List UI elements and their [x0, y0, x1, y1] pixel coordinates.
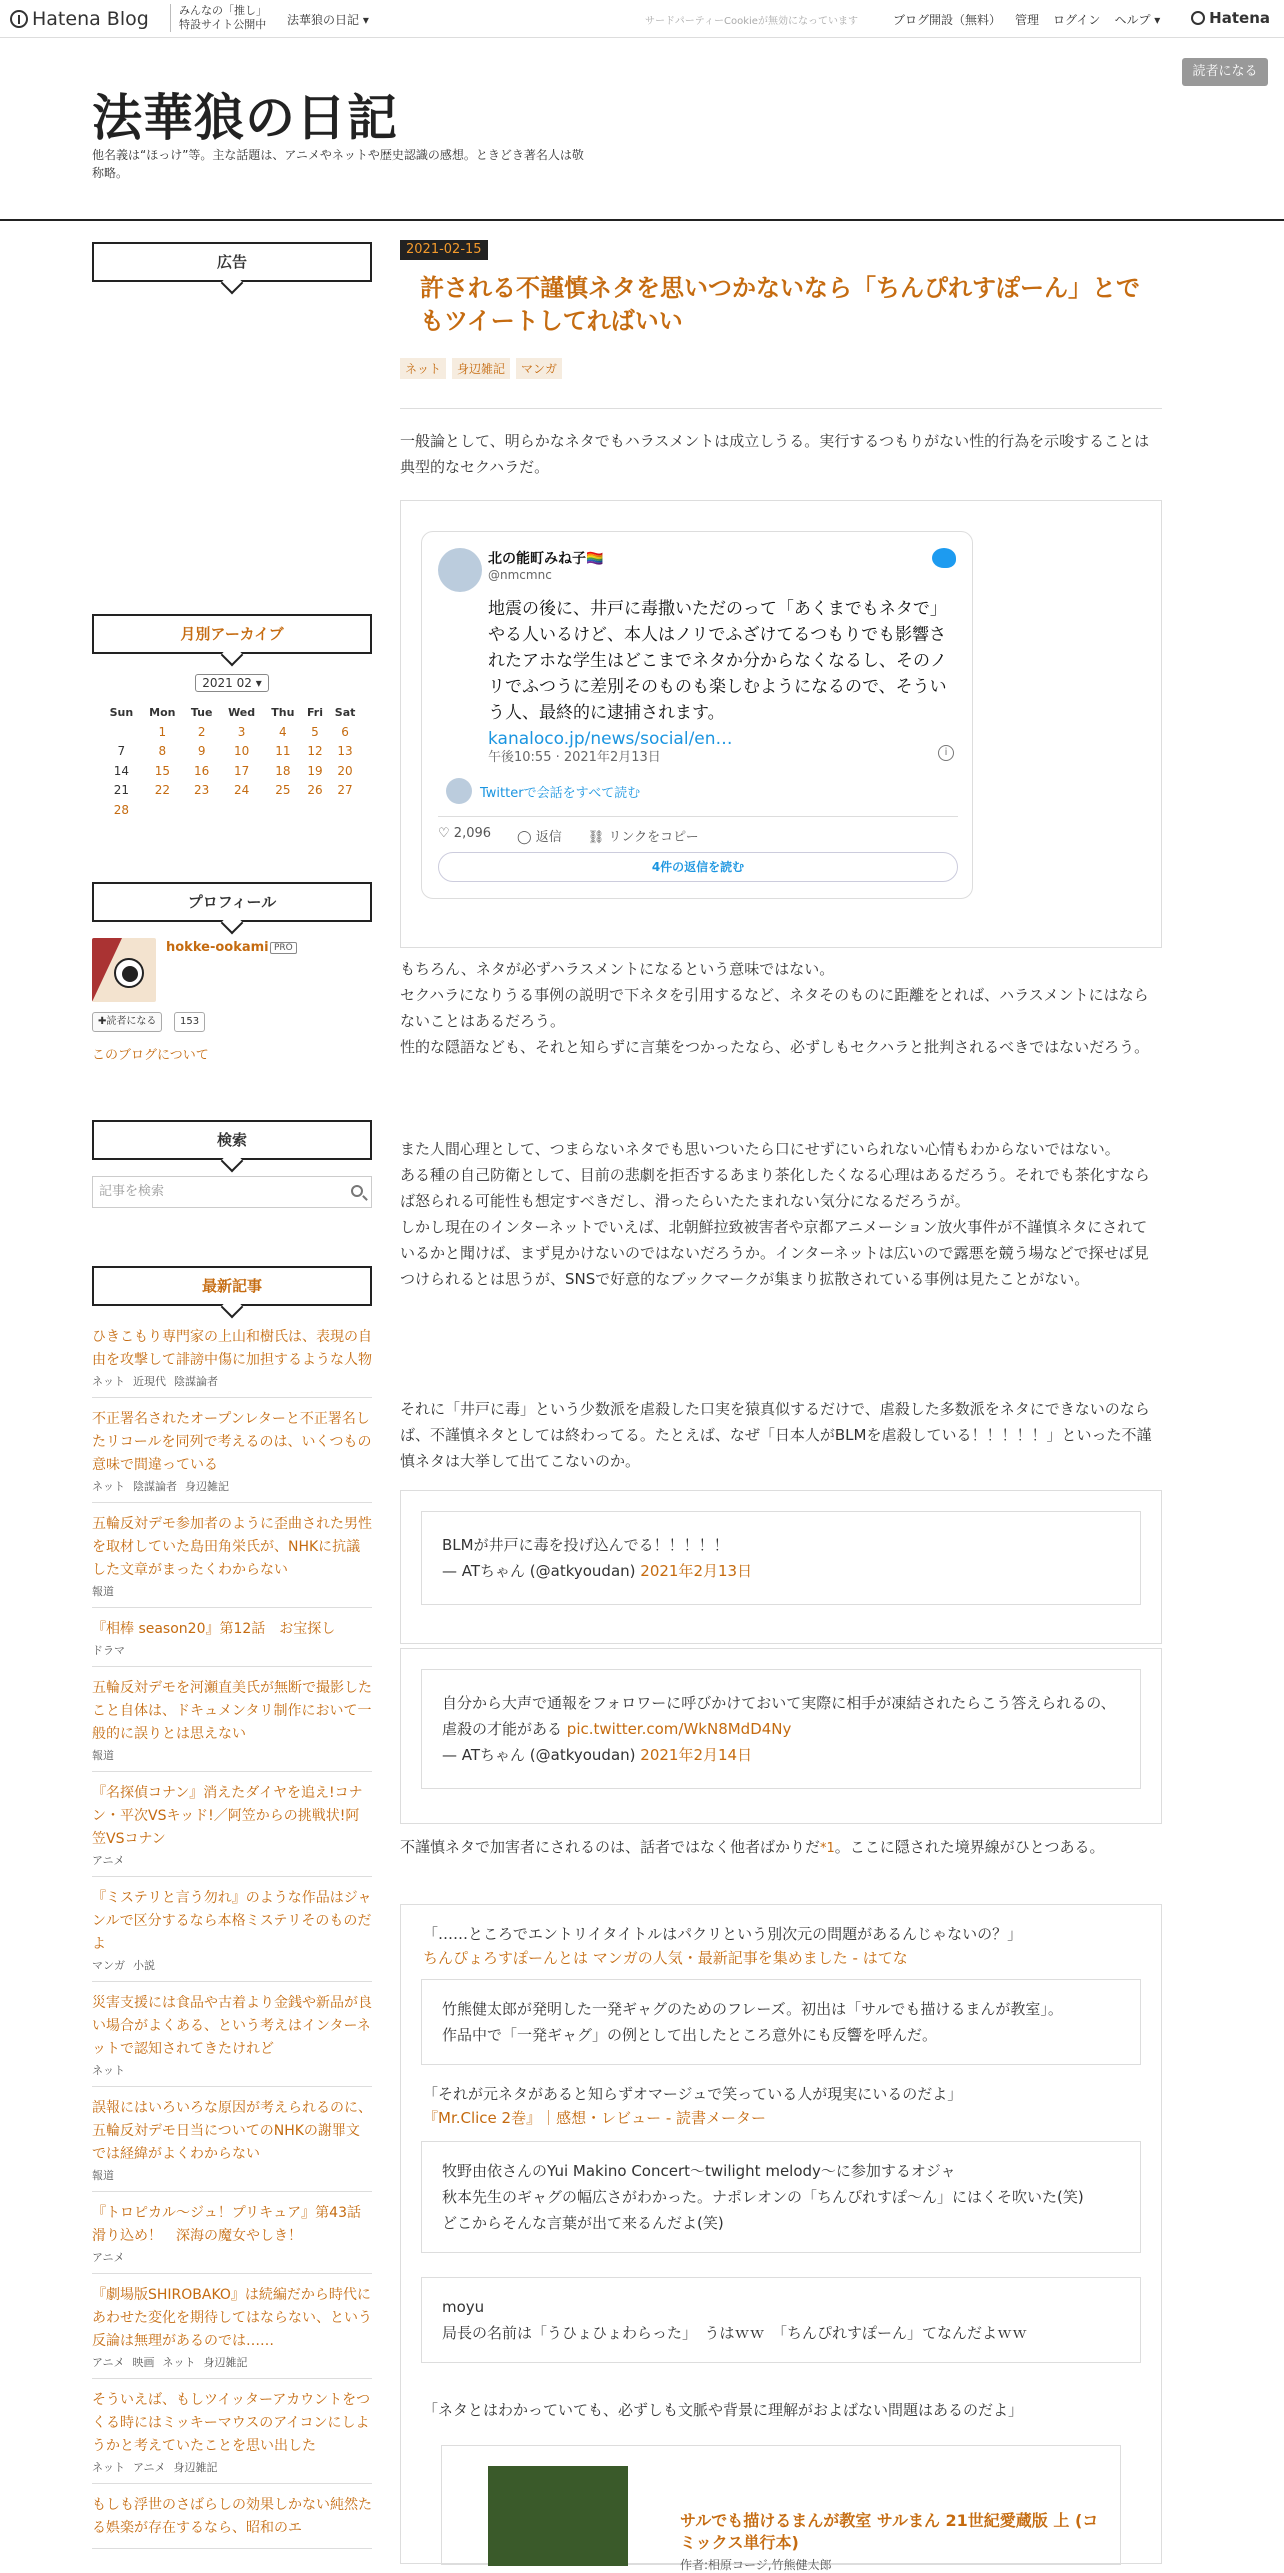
quoted-tweet-body: BLMが井戸に毒を投げ込んでる！！！！！ — ATちゃん (@atkyoudan) 2021年2月13日 [421, 1511, 1141, 1605]
calendar-day [102, 722, 141, 742]
calendar-day[interactable]: 6 [341, 724, 349, 739]
recent-entry-tags [92, 2062, 372, 2078]
recent-entry [92, 1408, 372, 1503]
recent-entry-tags [92, 1957, 372, 1973]
footnote-link[interactable]: *1 [820, 1841, 835, 1856]
profile-section [92, 882, 372, 1063]
recent-entry [92, 2389, 372, 2484]
category-tag[interactable]: ネット [400, 358, 446, 379]
recent-entry [92, 2202, 375, 2274]
book-card[interactable] [441, 2445, 1121, 2572]
calendar-day[interactable]: 22 [154, 783, 170, 798]
recent-entry [92, 1677, 372, 1772]
tweet-image-link[interactable]: pic.twitter.com/WkN8MdD4Ny [566, 1720, 792, 1738]
recent-entry-tags [92, 1478, 372, 1494]
calendar-day[interactable]: 27 [337, 783, 353, 798]
calendar-day[interactable]: 8 [158, 744, 167, 759]
quoted-tweet [400, 1490, 1162, 1644]
calendar-day[interactable]: 11 [275, 744, 291, 759]
calendar-day[interactable]: 24 [233, 783, 250, 798]
recent-entry-title[interactable]: 『劇場版SHIROBAKO』は続編だから時代にあわせた変化を期待してはならない、という反論は無理があるのでは…… [92, 2287, 372, 2349]
calendar-weekday: Wed [228, 705, 256, 719]
divider [438, 816, 958, 817]
calendar-day[interactable]: 28 [113, 802, 129, 817]
calendar-day[interactable]: 4 [279, 724, 287, 739]
recent-entry-title[interactable]: もしも浮世のさばらしの効果しかない純然たる娯楽が存在するなら、昭和のエ [92, 2497, 372, 2536]
calendar-day[interactable]: 18 [275, 763, 291, 778]
citation-source-link[interactable]: 『Mr.Clice 2巻』｜感想・レビュー - 読書メーター [423, 2109, 767, 2127]
tweet-time[interactable]: 午後10:55 · 2021年2月13日 [488, 750, 661, 765]
profile-title: プロフィール [92, 882, 372, 922]
recent-entry-title[interactable]: 不正署名されたオープンレターと不正署名したリコールを同列で考えるのは、いくつもの意味で間違っている [92, 1411, 372, 1473]
top-bar [0, 0, 1284, 38]
entry-categories [400, 358, 562, 379]
tweet-author-name[interactable]: 北の能町みね子🏳️‍🌈 [488, 551, 604, 567]
category-tag[interactable]: 映画 [132, 2356, 155, 2369]
calendar-day[interactable]: 20 [337, 763, 353, 778]
top-links [893, 11, 1160, 28]
cookie-notice: サードパーティーCookieが無効になっています [645, 16, 858, 27]
category-tag[interactable]: 報道 [92, 2169, 114, 2182]
calendar-weekday: Mon [149, 705, 176, 719]
blog-menu[interactable]: 法華狼の日記 ▾ [287, 13, 369, 27]
category-tag[interactable]: 近現代 [133, 1375, 166, 1388]
calendar-day[interactable]: 19 [307, 763, 323, 778]
reader-count: 153 [174, 1012, 205, 1032]
citation-question: 「ネタとはわかっていても、必ずしも文脈や背景に理解がおよばない問題はあるのだよ」 [423, 2401, 1024, 2419]
paragraph: 一般論として、明らかなネタでもハラスメントは成立しうる。実行するつもりがない性的行為を示唆することは典型的なセクハラだ。 [400, 432, 1150, 476]
tweet-text: 地震の後に、井戸に毒撒いただのって「あくまでもネタで」やる人いるけど、本人はノリでふざけてるつもりでも影響されたアホな学生はどこまでネタか分からなくなるし、そのノリでふつうに差別そのものも楽しむようになるので、そういう人、最終的に逮捕されます。 kanaloco.jp/news/social/en… [488, 599, 947, 749]
citation-quote: 竹熊健太郎が発明した一発ギャグのためのフレーズ。初出は「サルでも描けるまんが教室」。 作品中で「一発ギャグ」の例として出したところ意外にも反響を呼んだ。 [421, 1979, 1141, 2065]
calendar-weekday: Tue [190, 705, 213, 719]
calendar-day [219, 800, 263, 820]
recent-entry-title[interactable]: 『トロピカル～ジュ！プリキュア』第43話 滑り込め！ 深海の魔女やしき！ [92, 2205, 375, 2244]
recent-entry-tags [92, 2354, 372, 2370]
hatena-mark-icon [1191, 11, 1205, 25]
embedded-tweet[interactable] [421, 531, 973, 899]
calendar-weekday: Thu [271, 705, 295, 719]
tweet-conversation-link[interactable]: Twitterで会話をすべて読む [446, 778, 640, 804]
citation-source-link[interactable]: ちんぴょろすぽーんとは マンガの人気・最新記事を集めました - はてな [423, 1949, 908, 1967]
calendar-day [328, 800, 362, 820]
recent-section [92, 1266, 375, 2536]
admin-link[interactable]: 管理 [1015, 13, 1040, 27]
entry-date[interactable]: 2021-02-15 [400, 240, 488, 260]
hatena-logo-icon [10, 10, 28, 28]
divider [400, 408, 1162, 409]
recent-entry-tags [92, 1852, 372, 1868]
calendar-day[interactable]: 16 [194, 763, 210, 778]
calendar-day[interactable]: 2 [197, 724, 206, 739]
recent-entry [92, 1992, 372, 2087]
archive-month-select[interactable]: 2021 02 ▾ [195, 674, 269, 692]
calendar-day[interactable]: 15 [154, 763, 170, 778]
book-title-link[interactable]: サルでも描けるまんが教室 サルまん 21世紀愛蔵版 上 (コミックス単行本) [680, 2511, 1099, 2552]
category-tag[interactable]: 報道 [92, 1585, 114, 1598]
calendar-day [184, 800, 219, 820]
search-icon[interactable] [351, 1185, 363, 1197]
calendar-weekday: Sat [334, 705, 356, 719]
category-tag[interactable]: アニメ [92, 1854, 125, 1867]
link-icon: ⛓ [587, 830, 605, 845]
ad-title: 広告 [92, 242, 372, 282]
recent-entry-tags [92, 1583, 372, 1599]
archive-title: 月別アーカイブ [92, 614, 372, 654]
recent-entry-tags [92, 2459, 372, 2475]
category-tag[interactable]: 陰謀論者 [174, 1375, 218, 1388]
category-tag[interactable]: 陰謀論者 [133, 1480, 177, 1493]
recent-entry-title[interactable]: 誤報にはいろいろな原因が考えられるのに、五輪反対デモ日当についてのNHKの謝罪文では経緯がよくわからない [92, 2100, 372, 2162]
book-cover[interactable] [488, 2466, 628, 2566]
recent-entry-tags [92, 1373, 372, 1389]
reply-icon: ◯ [517, 830, 532, 845]
calendar-day [141, 800, 184, 820]
ad-section [92, 242, 372, 282]
recent-entry-title[interactable]: そういえば、もしツイッターアカウントをつくる時にはミッキーマウスのアイコンにしようかと考えていたことを思い出した [92, 2392, 371, 2454]
recent-entry [92, 2284, 372, 2379]
category-tag[interactable]: 報道 [92, 1749, 114, 1762]
category-tag[interactable]: アニメ [92, 2356, 125, 2369]
entry-title[interactable]: 許される不謹慎ネタを思いつかないなら「ちんぴれすぽーん」とでもツイートしてればいい [420, 274, 1140, 335]
like-button[interactable]: ♡ 2,096 [438, 826, 492, 841]
category-tag[interactable]: ネット [92, 1480, 125, 1493]
category-tag[interactable]: マンガ [516, 358, 562, 379]
quoted-tweet [400, 1648, 1162, 1824]
plus-icon: ✚ [98, 1016, 107, 1027]
mini-avatar [446, 778, 472, 804]
archive-section [92, 614, 372, 820]
info-icon[interactable]: i [938, 745, 954, 761]
search-title: 検索 [92, 1120, 372, 1160]
recent-entry-tags [92, 1747, 372, 1763]
blog-description: 他名義は“ほっけ”等。主な話題は、アニメやネットや歴史認識の感想。ときどき著名人は敬称略。 [92, 148, 584, 180]
calendar-day: 7 [117, 744, 126, 759]
hatena-blog-logo[interactable]: Hatena Blog [10, 8, 149, 30]
recent-entry [92, 1887, 372, 1982]
tweet-date-link[interactable]: 2021年2月14日 [640, 1746, 753, 1764]
tweet-link[interactable]: kanaloco.jp/news/social/en… [488, 729, 733, 749]
reply-button[interactable]: ◯ 返信 [517, 830, 562, 845]
calendar-day[interactable]: 3 [237, 724, 246, 739]
citation-quote: 牧野由依さんのYui Makino Concert～twilight melody～に参加するオジャ 秋本先生のギャグの幅広さがわかった。ナポレオンの「ちんぴれすぽ～ん」にはくそ吹いた(笑) どこからそんな言葉が出て来るんだよ(笑) [421, 2141, 1141, 2253]
category-tag[interactable]: ネット [92, 2461, 125, 2474]
read-replies-button[interactable]: 4件の返信を読む [438, 852, 958, 882]
recent-entry-title[interactable]: 『ミステリと言う勿れ』のような作品はジャンルで区分するなら本格ミステリそのものだよ [92, 1890, 372, 1952]
recent-entry [92, 1618, 372, 1667]
paragraph: それに「井戸に毒」という少数派を虐殺した口実を猿真似するだけで、虐殺した多数派をネタにできないのならば、不謹慎ネタとしては終わってる。たとえば、なぜ「日本人がBLMを虐殺している！！！！！」といった不謹慎ネタは大挙して出てこないのか。 [400, 1400, 1152, 1470]
category-tag[interactable]: 身辺雑記 [185, 1480, 229, 1493]
citation-block [400, 1904, 1162, 2572]
category-tag[interactable]: ネット [162, 2356, 196, 2369]
recent-list [92, 1326, 375, 2559]
avatar[interactable] [92, 938, 156, 1002]
calendar-day[interactable]: 9 [197, 744, 206, 759]
recent-entry-title[interactable]: 五輪反対デモ参加者のように歪曲された男性を取材していた島田角栄氏が、NHKに抗議した文章がまったくわからない [92, 1516, 372, 1578]
caret-down-icon: ▾ [362, 13, 369, 27]
calendar-day [302, 800, 328, 820]
login-link[interactable]: ログイン [1053, 13, 1101, 27]
follow-button[interactable]: 読者になる [1182, 58, 1268, 86]
about-link[interactable]: このブログについて [92, 1048, 209, 1063]
pro-badge: PRO [270, 942, 297, 954]
hatena-brand[interactable]: Hatena [1191, 9, 1270, 27]
archive-calendar [102, 702, 362, 820]
recent-entry-title[interactable]: 災害支援には食品や古着より金銭や新品が良い場合がよくある、という考えはインターネットで認知されてきたけれど [92, 1995, 372, 2057]
calendar-day[interactable]: 12 [307, 744, 323, 759]
category-tag[interactable]: 身辺雑記 [173, 2461, 218, 2474]
calendar-day[interactable]: 23 [194, 783, 210, 798]
category-tag[interactable]: ネット [92, 1375, 125, 1388]
profile-name[interactable]: hokke-ookami [166, 940, 269, 955]
calendar-day[interactable]: 13 [337, 744, 353, 759]
category-tag[interactable]: アニメ [133, 2461, 166, 2474]
recent-entry-title[interactable]: 五輪反対デモを河瀬直美氏が無断で撮影したこと自体は、ドキュメンタリ制作において一般的に誤りとは思えない [92, 1680, 372, 1742]
quoted-tweet-body: 自分から大声で通報をフォロワーに呼びかけておいて実際に相手が凍結されたらこう答えられるの、虐殺の才能がある pic.twitter.com/WkN8MdD4Ny — ATちゃん (@atkyoudan) 2021年2月14日 [421, 1669, 1141, 1789]
recent-entry-tags [92, 1642, 372, 1658]
recent-entry [92, 1513, 372, 1608]
paragraph: もちろん、ネタが必ずハラスメントになるという意味ではない。 セクハラになりうる事例の説明で下ネタを引用するなど、ネタそのものに距離をとれば、ハラスメントにはならないことはあるだろう。 性的な隠語なども、それと知らずに言葉をつかったなら、必ずしもセクハラと批判されるべきではないだろう。 [400, 960, 1150, 1056]
tweet-embed-wrapper [400, 500, 1162, 948]
category-tag[interactable]: マンガ [92, 1959, 125, 1972]
category-tag[interactable]: 身辺雑記 [203, 2356, 248, 2369]
calendar-day: 14 [113, 763, 129, 778]
recent-entry-title[interactable]: 『名探偵コナン』消えたダイヤを追え!コナン・平次VSキッド!／阿笠からの挑戦状!阿笠VSコナン [92, 1785, 363, 1847]
calendar-day[interactable]: 25 [275, 783, 291, 798]
category-tag[interactable]: 身辺雑記 [452, 358, 510, 379]
tweet-actions [438, 826, 699, 845]
blog-title[interactable]: 法華狼の日記 [92, 88, 398, 147]
calendar-day[interactable]: 10 [233, 744, 250, 759]
search-section [92, 1120, 372, 1199]
calendar-day[interactable]: 5 [311, 724, 319, 739]
calendar-weekday: Sun [109, 705, 134, 719]
recent-entry [92, 2494, 372, 2549]
reader-button[interactable]: ✚読者になる [92, 1012, 162, 1032]
copy-link-button[interactable]: ⛓ リンクをコピー [587, 830, 699, 845]
recent-entry [92, 1782, 372, 1877]
recent-entry-tags [92, 2167, 372, 2183]
calendar-day[interactable]: 1 [158, 724, 167, 739]
caret-down-icon: ▾ [1154, 13, 1161, 27]
recent-title: 最新記事 [92, 1266, 372, 1306]
category-tag[interactable]: アニメ [92, 2251, 125, 2264]
paragraph: また人間心理として、つまらないネタでも思いついたら口にせずにいられない心情もわからないではない。 ある種の自己防衛として、目前の悲劇を拒否するあまり茶化したくなる心理はあるだろう。それでも茶化すならば怒られる可能性も想定すべきだし、滑ったらいたたまれない気分になるだろうが。 しかし現在のインターネットでいえば、北朝鮮拉致被害者や京都アニメーション放火事件が不謹慎ネタにされているかと聞けば、まず見かけないのではないだろうか。インターネットは広いので露悪を競う場などで探せば見つけられるとは思うが、SNSで好意的なブックマークが集まり拡散されている事例は見たことがない。 [400, 1140, 1150, 1288]
recent-entry-tags [92, 2249, 372, 2265]
start-blog-link[interactable]: ブログ開設（無料） [893, 13, 1002, 27]
calendar-weekday: Fri [306, 705, 323, 719]
tweet-author-handle[interactable]: @nmcmnc [488, 568, 552, 582]
recent-entry-title[interactable]: 『相棒 season20』第12話 お宝探し [92, 1621, 336, 1637]
help-menu[interactable]: ヘルプ ▾ [1114, 13, 1161, 27]
category-tag[interactable]: ネット [92, 2064, 125, 2077]
search-input[interactable]: 記事を検索 [92, 1176, 372, 1208]
paragraph: 不謹慎ネタで加害者にされるのは、話者ではなく他者ばかりだ*1。ここに隠された境界線がひとつある。 [400, 1838, 1105, 1856]
category-tag[interactable]: ドラマ [92, 1644, 125, 1657]
citation-quote: moyu 局長の名前は「うひょひょわらった」 うはｗｗ 「ちんぴれすぽーん」てなんだよｗｗ [421, 2277, 1141, 2363]
book-author: 作者:相原コージ,竹熊健太郎 [680, 2558, 832, 2572]
recent-entry [92, 1326, 372, 1398]
recent-entry [92, 2097, 372, 2192]
recent-entry-title[interactable]: ひきこもり専門家の上山和樹氏は、表現の自由を攻撃して誹謗中傷に加担するような人物 [92, 1329, 372, 1368]
calendar-day: 21 [113, 783, 129, 798]
heart-icon: ♡ [438, 826, 450, 841]
twitter-bird-icon[interactable] [932, 548, 956, 568]
calendar-day[interactable]: 17 [233, 763, 250, 778]
tweet-avatar[interactable] [438, 548, 482, 592]
calendar-day [264, 800, 302, 820]
promo-banner[interactable]: みんなの「推し」 特設サイト公開中 [170, 4, 267, 32]
chevron-down-icon: ▾ [255, 676, 262, 690]
citation-question: 「……ところでエントリイタイトルはパクリという別次元の問題があるんじゃないの？」 [423, 1925, 1023, 1943]
category-tag[interactable]: 小説 [133, 1959, 155, 1972]
calendar-day[interactable]: 26 [307, 783, 323, 798]
tweet-date-link[interactable]: 2021年2月13日 [640, 1562, 753, 1580]
citation-question: 「それが元ネタがあると知らずオマージュで笑っている人が現実にいるのだよ」 [423, 2085, 963, 2103]
